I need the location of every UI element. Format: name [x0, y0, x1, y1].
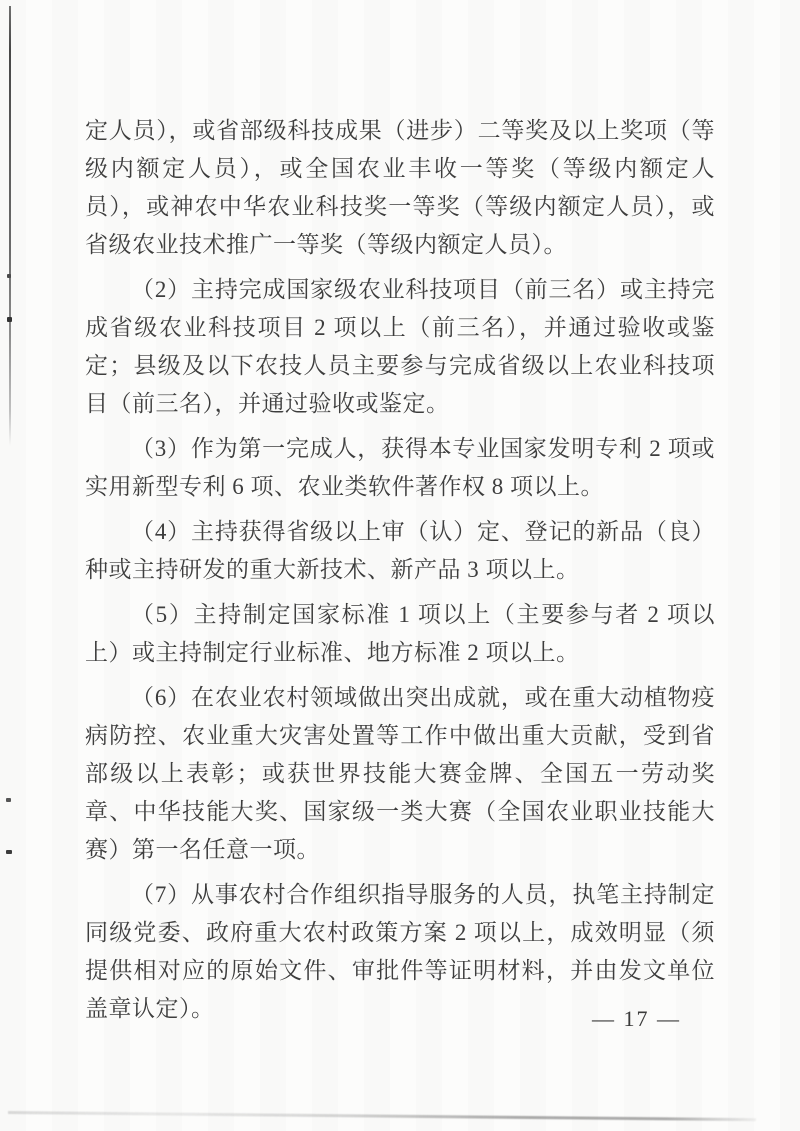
- paragraph-continuation: 定人员），或省部级科技成果（进步）二等奖及以上奖项（等级内额定人员），或全国农业丰收一等奖（等级内额定人员），或神农中华农业科技奖一等奖（等级内额定人员），或省级农业技术推广一等奖（等级内额定人员）。: [85, 118, 715, 257]
- scan-artifact-bottom-smudge: [8, 1111, 756, 1121]
- paragraph-item-7: （7）从事农村合作组织指导服务的人员，执笔主持制定同级党委、政府重大农村政策方案 2 项以上，成效明显（须提供相对应的原始文件、审批件等证明材料，并由发文单位盖章认定）。: [85, 882, 715, 1021]
- scan-artifact-speck: [7, 274, 11, 278]
- page-number: — 17 —: [592, 1006, 681, 1031]
- document-body: [85, 112, 715, 1035]
- scan-artifact-speck: [6, 798, 11, 802]
- scan-artifact-left-edge-line: [9, 6, 11, 446]
- paragraph-item-2: （2）主持完成国家级农业科技项目（前三名）或主持完成省级农业科技项目 2 项以上（前三名），并通过验收或鉴定；县级及以下农技人员主要参与完成省级以上农业科技项目（前三名），并通过验收或鉴定。: [85, 277, 715, 416]
- paragraph-item-5: （5）主持制定国家标准 1 项以上（主要参与者 2 项以上）或主持制定行业标准、地方标准 2 项以上。: [85, 602, 715, 665]
- paragraph-item-4: （4）主持获得省级以上审（认）定、登记的新品（良）种或主持研发的重大新技术、新产品 3 项以上。: [85, 519, 715, 582]
- scan-artifact-speck: [7, 317, 12, 322]
- paragraph-item-3: （3）作为第一完成人，获得本专业国家发明专利 2 项或实用新型专利 6 项、农业类软件著作权 8 项以上。: [85, 436, 715, 499]
- paragraph-item-6: （6）在农业农村领域做出突出成就，或在重大动植物疫病防控、农业重大灾害处置等工作中做出重大贡献，受到省部级以上表彰；或获世界技能大赛金牌、全国五一劳动奖章、中华技能大奖、国家级一类大赛（全国农业职业技能大赛）第一名任意一项。: [85, 685, 715, 862]
- scan-artifact-speck: [6, 850, 12, 854]
